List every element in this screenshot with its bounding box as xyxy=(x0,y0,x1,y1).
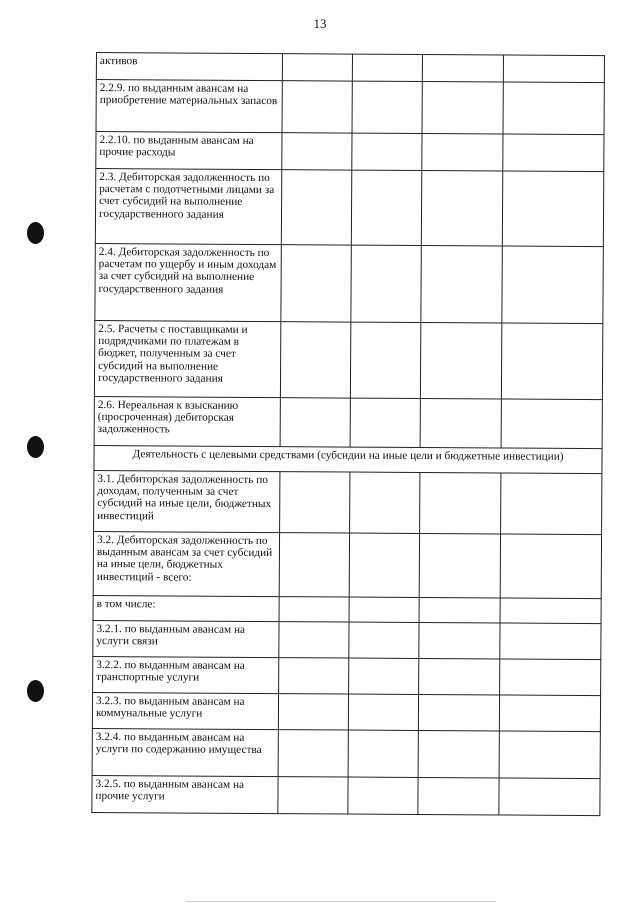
empty-value-cell xyxy=(418,730,499,777)
table-row xyxy=(93,656,601,695)
empty-value-cell xyxy=(418,694,499,730)
empty-value-cell xyxy=(282,133,352,170)
empty-value-cell xyxy=(280,322,350,398)
empty-value-cell xyxy=(503,82,604,135)
empty-value-cell xyxy=(422,133,503,170)
table-row xyxy=(96,53,604,83)
table-row xyxy=(96,80,604,135)
empty-value-cell xyxy=(348,694,418,730)
table-row xyxy=(95,169,603,247)
report-table-body xyxy=(92,53,605,816)
table-row xyxy=(94,320,602,399)
empty-value-cell xyxy=(420,322,501,398)
table-row xyxy=(92,728,600,778)
empty-value-cell xyxy=(278,777,348,814)
page-number: 13 xyxy=(313,16,327,31)
row-label: 3.2.5. по выданным авансам на прочие услуги xyxy=(92,775,278,813)
row-label: 2.3. Дебиторская задолженность по расчетам с подотчетными лицами за счет субсидий на выполнение государственного задания xyxy=(95,169,281,245)
table-row xyxy=(92,692,600,731)
empty-value-cell xyxy=(278,730,348,777)
empty-value-cell xyxy=(501,399,602,449)
empty-value-cell xyxy=(348,730,418,777)
empty-value-cell xyxy=(502,246,603,324)
empty-value-cell xyxy=(352,81,422,133)
empty-value-cell xyxy=(503,55,604,83)
empty-value-cell xyxy=(352,54,422,81)
empty-value-cell xyxy=(500,534,601,599)
row-label: 3.2.1. по выданным авансам на услуги связи xyxy=(93,620,279,657)
table-row xyxy=(93,531,601,598)
table-row xyxy=(94,396,602,448)
scan-artifact-line xyxy=(186,901,496,902)
row-label: 2.6. Нереальная к взысканию (просроченная) дебиторская задолженность xyxy=(94,396,280,446)
empty-value-cell xyxy=(503,134,604,172)
table-row xyxy=(94,470,602,534)
table-row xyxy=(95,243,603,323)
empty-value-cell xyxy=(281,170,351,245)
row-label: 3.2. Дебиторская задолженность по выданным авансам за счет субсидий на иные цели, бюджетных инвестиций - всего: xyxy=(93,531,279,596)
row-label: 3.2.2. по выданным авансам на транспортные услуги xyxy=(93,656,279,693)
binder-hole xyxy=(27,436,44,458)
empty-value-cell xyxy=(501,323,602,400)
empty-value-cell xyxy=(349,658,419,694)
empty-value-cell xyxy=(419,597,500,622)
empty-value-cell xyxy=(350,322,420,398)
report-table xyxy=(91,52,605,816)
row-label: 2.4. Дебиторская задолженность по расчетам по ущербу и иным доходам за счет субсидий на выполнение государственного задания xyxy=(95,243,281,321)
empty-value-cell xyxy=(419,658,500,694)
empty-value-cell xyxy=(282,81,352,133)
table-row xyxy=(96,132,604,172)
row-label: 3.2.4. по выданным авансам на услуги по содержанию имущества xyxy=(92,728,278,776)
empty-value-cell xyxy=(282,54,352,81)
empty-value-cell xyxy=(420,472,501,533)
empty-value-cell xyxy=(350,472,420,533)
table-row xyxy=(93,620,601,659)
empty-value-cell xyxy=(280,398,350,447)
binder-hole xyxy=(27,222,44,244)
empty-value-cell xyxy=(351,245,421,322)
empty-value-cell xyxy=(421,245,502,322)
row-label: 2.2.9. по выданным авансам на приобретение материальных запасов xyxy=(96,80,282,133)
empty-value-cell xyxy=(502,171,603,247)
empty-value-cell xyxy=(501,473,602,535)
empty-value-cell xyxy=(419,622,500,658)
row-label: 3.1. Дебиторская задолженность по доходам, полученным за счет субсидий на иные цели, бюджетных инвестиций xyxy=(94,470,280,532)
empty-value-cell xyxy=(279,533,349,597)
empty-value-cell xyxy=(351,170,421,245)
section-heading: Деятельность с целевыми средствами (субсидии на иные цели и бюджетные инвестиции) xyxy=(94,445,602,473)
empty-value-cell xyxy=(281,245,351,322)
empty-value-cell xyxy=(421,170,502,245)
empty-value-cell xyxy=(278,694,348,730)
empty-value-cell xyxy=(279,622,349,658)
empty-value-cell xyxy=(418,777,499,814)
empty-value-cell xyxy=(279,597,349,622)
binder-hole xyxy=(27,680,44,702)
empty-value-cell xyxy=(349,533,419,597)
empty-value-cell xyxy=(422,81,503,133)
section-row xyxy=(94,445,602,473)
empty-value-cell xyxy=(348,777,418,814)
empty-value-cell xyxy=(499,778,600,816)
empty-value-cell xyxy=(422,54,503,81)
table-row xyxy=(93,595,601,623)
empty-value-cell xyxy=(500,623,601,660)
row-label: в том числе: xyxy=(93,595,279,621)
empty-value-cell xyxy=(499,731,600,779)
empty-value-cell xyxy=(349,622,419,658)
empty-value-cell xyxy=(419,533,500,597)
empty-value-cell xyxy=(352,133,422,170)
row-label: 2.2.10. по выданным авансам на прочие расходы xyxy=(96,132,282,170)
table-row xyxy=(92,775,600,815)
row-label: 2.5. Расчеты с поставщиками и подрядчиками по платежам в бюджет, полученным за счет субсидий на выполнение государственного задания xyxy=(94,320,280,397)
empty-value-cell xyxy=(420,398,501,447)
empty-value-cell xyxy=(279,658,349,694)
row-label: активов xyxy=(96,53,282,81)
row-label: 3.2.3. по выданным авансам на коммунальные услуги xyxy=(92,692,278,729)
empty-value-cell xyxy=(280,472,350,533)
empty-value-cell xyxy=(500,659,601,696)
empty-value-cell xyxy=(499,695,600,732)
empty-value-cell xyxy=(500,598,601,624)
empty-value-cell xyxy=(349,597,419,622)
empty-value-cell xyxy=(350,398,420,447)
